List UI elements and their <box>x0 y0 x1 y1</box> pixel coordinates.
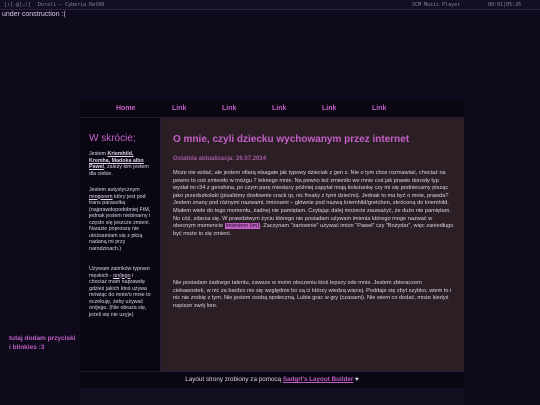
sidebar-text: i chociaż mam naprawdę gdzieś jakich ktoś używa mówiąc do mnie/o mnie to oczekuję, żeby używać on/jego. (Nie obraża się, jeżeli się nie uzyje) <box>89 272 151 318</box>
under-construction-banner: under construction :( <box>2 11 66 18</box>
highlighted-name: imieniem (im) <box>225 223 260 230</box>
nav-link-2[interactable]: Link <box>222 105 237 112</box>
sidebar-identity-block <box>89 187 151 252</box>
footer-text <box>80 376 464 383</box>
about-paragraph-2: Nie posiadam żadnego talentu, zawsze w moim otoczeniu ktoś lepszy ode mnie. Jestem zbieraczem ciekawostek, w nic za bardzo nie się względnie bo są ci którzy wiedzą więcej. Poddaje się zbyt szybko, wiem to i nic nie zrobię z tym. Nie jestem osobą społeczną. Lubie grac w gry (czasami). Nie wiem co dodać, może kiedyś napisze swój lore. <box>173 280 452 309</box>
footer <box>80 371 464 388</box>
footer-prefix: Layout strony zrobiony za pomocą <box>185 376 283 383</box>
sidebar-names-block <box>89 151 151 177</box>
topbar-icons: [↑]-@[♩♪] <box>4 2 32 8</box>
nav-link-3[interactable]: Link <box>272 105 287 112</box>
music-player-time: 00:01|05:26 <box>488 2 522 8</box>
mingorem-link[interactable]: mingorem <box>89 193 113 200</box>
page-title: O mnie, czyli dziecku wychowanym przez internet <box>173 134 410 145</box>
sidebar-names: Kriemhild, Kremha, Madoka albo Pawel <box>89 151 144 170</box>
sidebar <box>80 118 161 371</box>
nav-link-5[interactable]: Link <box>372 105 387 112</box>
sidebar-text: Używam zaimków typowo męskich - <box>89 266 150 279</box>
sidebar-text: Jestem autystycznym <box>89 187 140 193</box>
top-navigation <box>80 101 464 118</box>
sidebar-buttons-placeholder: tutaj dodam przyciski i blinkies :3 <box>9 335 76 351</box>
browser-topbar <box>0 0 540 10</box>
last-updated: Ostatnia aktualizacja: 26.07.2024 <box>173 156 267 162</box>
heart-icon: ♥ <box>353 376 359 383</box>
about-paragraph-1 <box>173 170 455 238</box>
sidebar-text: Jestem <box>89 151 108 157</box>
paragraph-text: Może nie widać, ale jestem ofiarą elsagate jak typowy dzieciak z gen z. Nie o tym chce rozmawiać, chociaż na pewno to coś zmieniło w mózgu 7 letniego mnie. Na pewno też zmieniło we mnie coś jak prawie dorosły typ wysłał mi r34 z genshina, po czym parę miesięcy później zapytał moją koleżankę czy mi się podniecamy pisząc jako przedszkolaki (pisaliśmy dosłownie crack rp, nic freaky z tymi dziećmi). Jednak to ma być o mnie, prawda? Jestem znany pod różnymi nazwami, imionami – głównie pod nazwą kriemhild/gretchen, skróconą do kriemhild. Miałem wiele do tego momentu, żadnej nie pamiętam. Czytając dalej możecie zauważyć, że dużo nie pamiętam. No cóż, zdarza się. W prawdziwym życiu którego nie posiadam używam imienia którego moge nazwać w obecnym momencie <box>173 170 451 230</box>
nav-home[interactable]: Home <box>116 105 136 112</box>
pronouns-link[interactable]: on/jego <box>113 272 131 279</box>
sidebar-pronouns-block <box>89 266 151 318</box>
paragraph-text: . Zaczynam "żartownie" używać imion "Paweł" czy "Bożydar", więc zaniedługo być może to się zmieni. <box>173 223 454 237</box>
nav-link-4[interactable]: Link <box>322 105 337 112</box>
sidebar-text: który jest pod trans parasolką (najprawdopodobniej FtM, jednak jestem niebinarny i często się jeszcze zmieni. Narazie poproszę nie utożsamiam się z płcią nadaną mi przy narodzinach.) <box>89 193 151 252</box>
nav-link-1[interactable]: Link <box>172 105 187 112</box>
page-tab-title[interactable]: Dorali – Cyberia RetR0 <box>38 2 105 8</box>
music-player-label[interactable]: SCM Music Player <box>412 2 461 8</box>
sidebar-text: , zależy kim jestem dla ciebie. <box>89 164 149 177</box>
main-content <box>161 118 464 371</box>
layout-builder-link[interactable]: Sadgrl's Layout Builder <box>282 376 354 383</box>
sidebar-title: W skrócie; <box>89 133 136 144</box>
